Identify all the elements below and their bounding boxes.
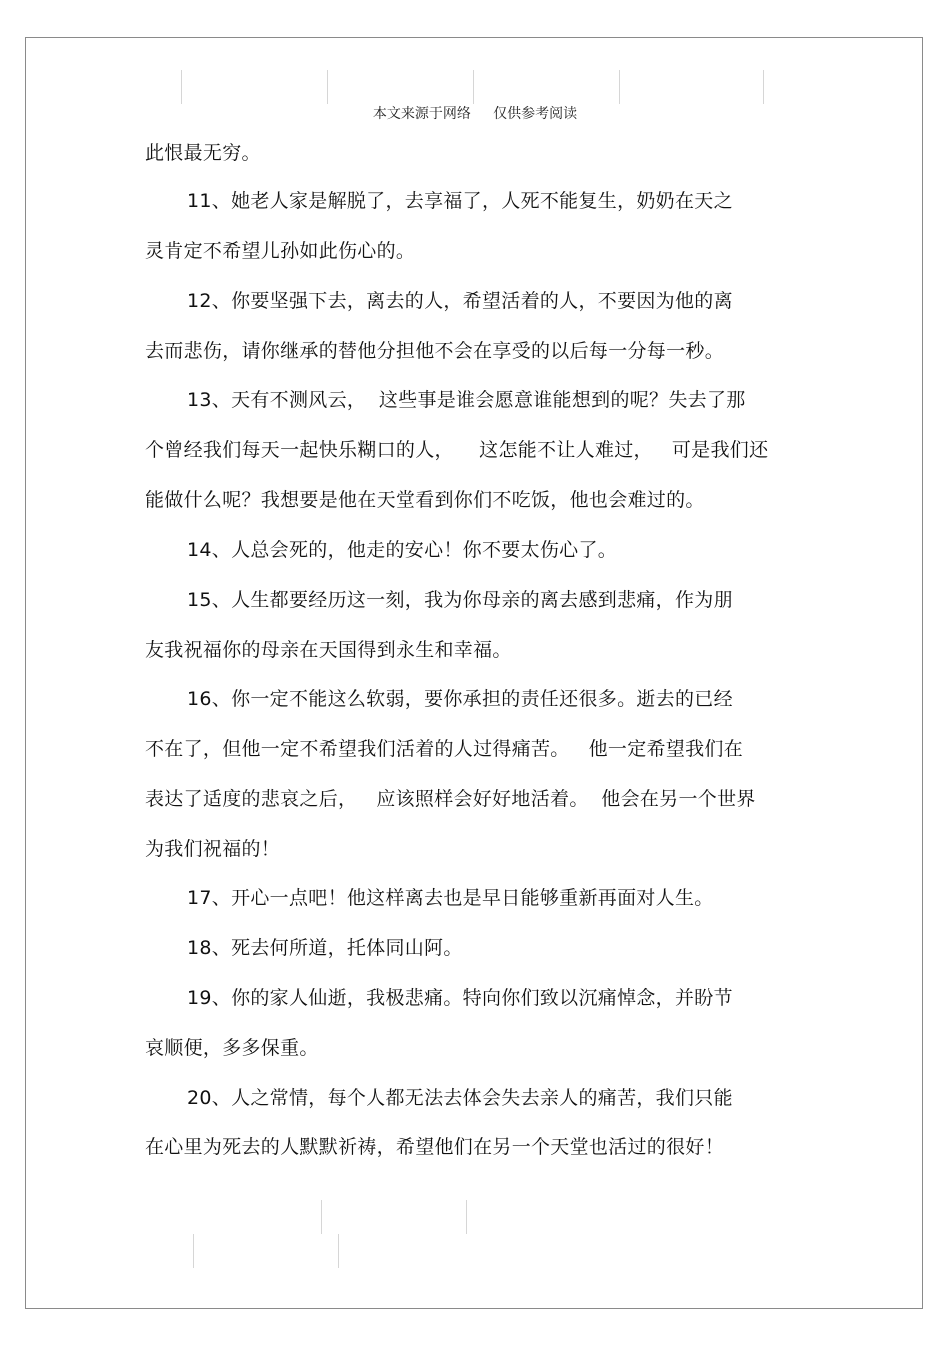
- body-line: 个曾经我们每天一起快乐糊口的人， 这怎能不让人难过， 可是我们还: [145, 439, 769, 461]
- body-line: 在心里为死去的人默默祈祷，希望他们在另一个天堂也活过的很好！: [145, 1136, 725, 1158]
- body-line: 14、人总会死的，他走的安心！你不要太伤心了。: [187, 539, 618, 561]
- body-line: 友我祝福你的母亲在天国得到永生和幸福。: [145, 639, 512, 661]
- body-line: 19、你的家人仙逝，我极悲痛。特向你们致以沉痛悼念，并盼节: [187, 987, 733, 1009]
- source-note: 本文来源于网络 仅供参考阅读: [372, 106, 578, 122]
- header-rule: [181, 70, 182, 104]
- footer-rule: [466, 1200, 467, 1234]
- header-rule: [763, 70, 764, 104]
- body-line: 灵肯定不希望儿孙如此伤心的。: [145, 240, 416, 262]
- body-line: 13、天有不测风云， 这些事是谁会愿意谁能想到的呢？失去了那: [187, 389, 746, 411]
- body-line: 此恨最无穷。: [145, 142, 261, 164]
- body-line: 表达了适度的悲哀之后， 应该照样会好好地活着。 他会在另一个世界: [145, 788, 756, 810]
- body-line: 11、她老人家是解脱了，去享福了，人死不能复生，奶奶在天之: [187, 190, 733, 212]
- body-line: 17、开心一点吧！他这样离去也是早日能够重新再面对人生。: [187, 887, 714, 909]
- footer-rule: [321, 1200, 322, 1234]
- body-line: 12、你要坚强下去，离去的人，希望活着的人，不要因为他的离: [187, 290, 733, 312]
- body-line: 15、人生都要经历这一刻，我为你母亲的离去感到悲痛，作为朋: [187, 589, 733, 611]
- footer-rule: [193, 1234, 194, 1268]
- page-frame: [25, 37, 923, 1309]
- body-line: 为我们祝福的！: [145, 838, 281, 860]
- header-rule: [327, 70, 328, 104]
- body-line: 去而悲伤，请你继承的替他分担他不会在享受的以后每一分每一秒。: [145, 340, 725, 362]
- body-line: 20、人之常情，每个人都无法去体会失去亲人的痛苦，我们只能: [187, 1087, 733, 1109]
- body-line: 16、你一定不能这么软弱，要你承担的责任还很多。逝去的已经: [187, 688, 733, 710]
- footer-rule: [338, 1234, 339, 1268]
- body-line: 哀顺便，多多保重。: [145, 1037, 319, 1059]
- header-rule: [473, 70, 474, 104]
- body-line: 18、死去何所道，托体同山阿。: [187, 937, 463, 959]
- header-rule: [619, 70, 620, 104]
- body-line: 能做什么呢？我想要是他在天堂看到你们不吃饭，他也会难过的。: [145, 489, 705, 511]
- body-line: 不在了，但他一定不希望我们活着的人过得痛苦。 他一定希望我们在: [145, 738, 744, 760]
